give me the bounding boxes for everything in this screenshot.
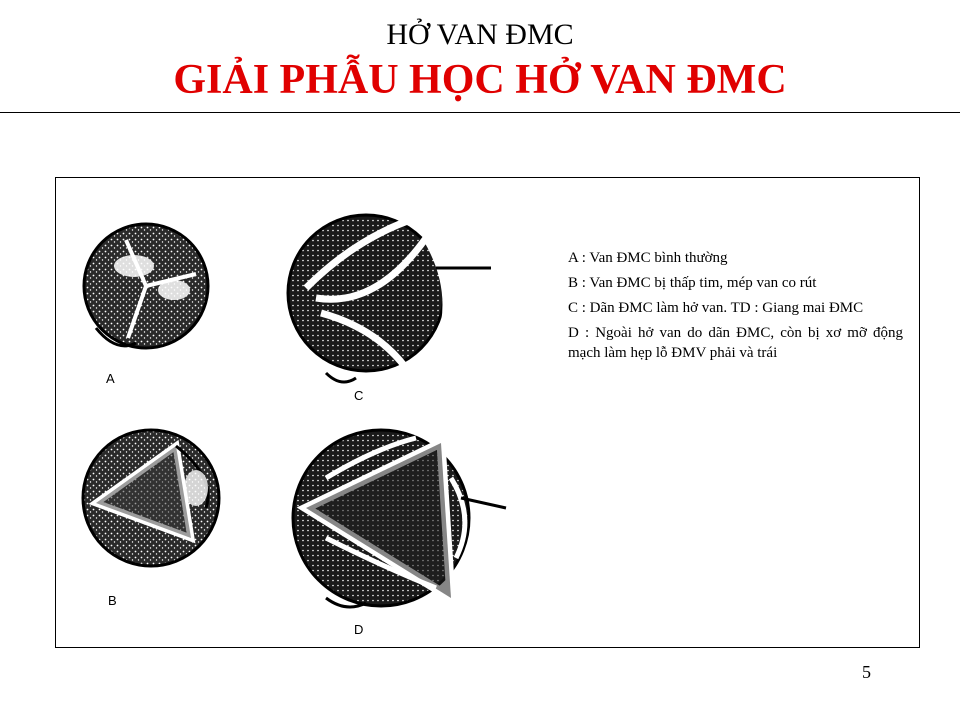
valve-d-illustration [293,430,506,607]
panel-label-a: A [106,371,115,386]
title-divider [0,112,960,113]
valve-a-illustration [84,224,208,348]
page-number: 5 [862,662,871,682]
panel-label-c: C [354,388,364,403]
panel-label-d: D [354,622,364,637]
legend-item-b: B : Van ĐMC bị thấp tim, mép van co rút [568,275,817,291]
figure-legend [568,248,903,368]
legend-item-d: D : Ngoài hở van do dãn ĐMC, còn bị xơ mỡ động mạch làm hẹp lỗ ĐMV phải và trái [568,325,903,361]
legend-item-c: C : Dãn ĐMC làm hở van. TD : Giang mai ĐMC [568,300,864,316]
valve-c-illustration [288,215,491,382]
anatomy-figure [55,177,920,648]
valve-b-illustration [83,430,219,566]
panel-label-b: B [108,593,117,608]
slide-title: GIẢI PHẪU HỌC HỞ VAN ĐMC [173,57,787,103]
legend-item-a: A : Van ĐMC bình thường [568,250,728,266]
slide-subtitle: HỞ VAN ĐMC [386,18,574,51]
